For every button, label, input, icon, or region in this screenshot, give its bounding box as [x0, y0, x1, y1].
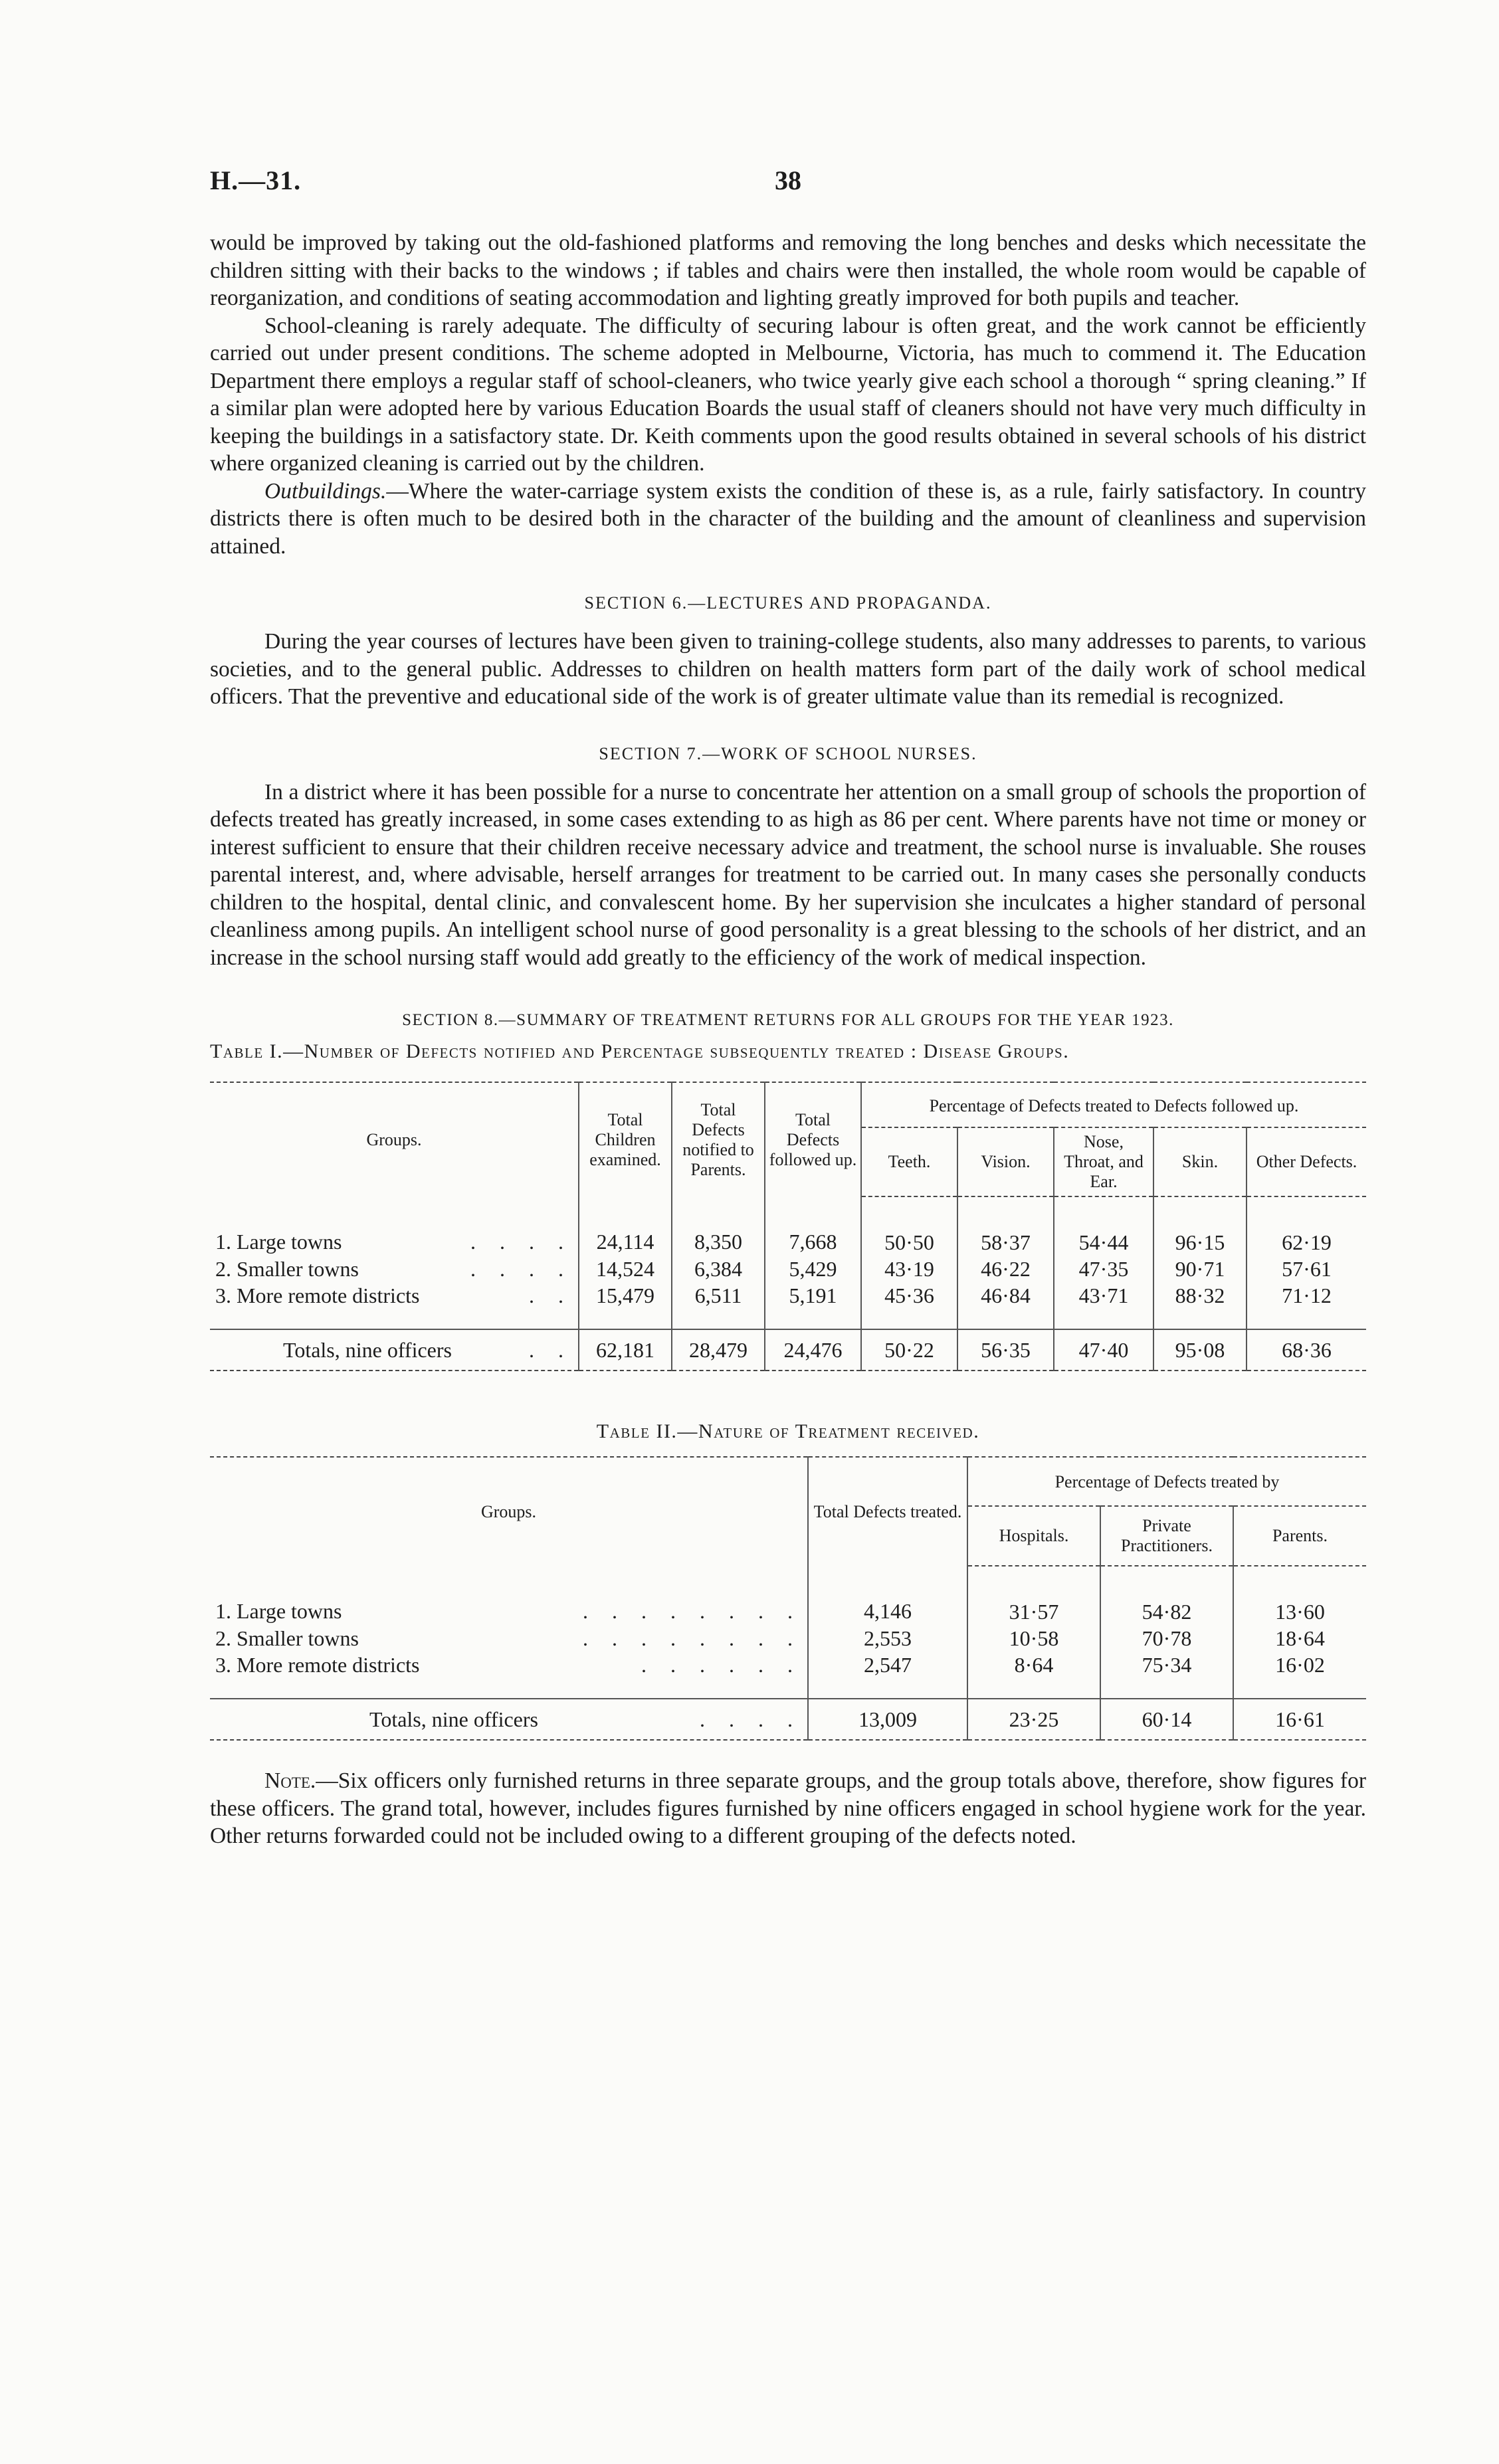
- t1-header-groups: Groups.: [366, 1129, 422, 1149]
- t2-header-treated: Total Defects treated.: [808, 1457, 967, 1566]
- t1-total-notified: 28,479: [672, 1329, 765, 1371]
- t2-header-hospitals: Hospitals.: [967, 1506, 1100, 1566]
- t1-total-dots: . .: [529, 1338, 573, 1362]
- t1-header-other: Other Defects.: [1247, 1127, 1366, 1196]
- t2-header-percentage: Percentage of Defects treated by: [967, 1457, 1366, 1506]
- outbuildings-lead: Outbuildings.: [264, 478, 387, 504]
- table-row: [210, 1196, 1366, 1256]
- t2-row2-group: 2. Smaller towns: [215, 1626, 359, 1650]
- note-lead: Note.: [264, 1768, 316, 1793]
- t2-row2-private: 70·78: [1100, 1625, 1233, 1652]
- t2-total-dots: . . . .: [700, 1707, 802, 1731]
- t1-total-group: Totals, nine officers: [283, 1338, 452, 1362]
- t1-row3-examined: 15,479: [579, 1282, 672, 1329]
- t1-row1-notified: 8,350: [672, 1196, 765, 1256]
- table-row: [210, 1625, 1366, 1652]
- t1-total-followed: 24,476: [765, 1329, 861, 1371]
- section-7-text: In a district where it has been possible for a nurse to concentrate her attention on a small group of schools the proportion of defects treated has greatly increased, in some cases extending to as high as 86 per cent. Where parents have not time or money or interest sufficient to ensure that their children receive necessary advice and treatment, the school nurse is invaluable. She rouses parental interest, and, where advisable, herself arranges for treatment to be carried out. In many cases she personally conducts children to the hospital, dental clinic, and convalescent home. By her supervision she inculcates a higher standard of personal cleanliness among pupils. An intelligent school nurse of good personality is a great blessing to the schools of her district, and an increase in the school nursing staff would add greatly to the efficiency of the work of medical inspection.: [210, 779, 1366, 970]
- paragraph-outbuildings: [210, 478, 1366, 561]
- t1-row3-vision: 46·84: [957, 1282, 1054, 1329]
- t2-row2-treated: 2,553: [808, 1625, 967, 1652]
- paragraph-continuation: would be improved by taking out the old-fashioned platforms and removing the long benches and desks which necessitate the children sitting with their backs to the windows ; if tables and chairs were then installed, the whole room would be capable of reorganization, and conditions of seating accommodation and lighting greatly improved for both pupils and teacher.: [210, 231, 1366, 310]
- t1-row3-notified: 6,511: [672, 1282, 765, 1329]
- t2-total-parents: 16·61: [1233, 1699, 1366, 1740]
- section-8-heading: SECTION 8.—SUMMARY OF TREATMENT RETURNS FOR ALL GROUPS FOR THE YEAR 1923.: [402, 1011, 1174, 1029]
- table-1-title: Table I.—Number of Defects notified and Percentage subsequently treated : Disease Groups.: [210, 1040, 1070, 1062]
- t2-row2-hospitals: 10·58: [967, 1625, 1100, 1652]
- t2-total-group: Totals, nine officers: [369, 1707, 538, 1731]
- t2-row1-hospitals: 31·57: [967, 1566, 1100, 1625]
- t2-row1-dots: . . . . . . . .: [583, 1599, 802, 1623]
- t1-row1-examined: 24,114: [579, 1196, 672, 1256]
- table-row: [210, 1566, 1366, 1625]
- t1-row1-group: 1. Large towns: [215, 1230, 342, 1254]
- t1-row3-group: 3. More remote districts: [215, 1283, 420, 1307]
- t1-row1-dots: . . . .: [470, 1230, 573, 1254]
- t1-header-followed: Total Defects followed up.: [765, 1082, 861, 1196]
- t1-header-nose: Nose, Throat, and Ear.: [1054, 1127, 1153, 1196]
- table-1-defects: [210, 1082, 1366, 1371]
- t2-row2-parents: 18·64: [1233, 1625, 1366, 1652]
- t2-total-private: 60·14: [1100, 1699, 1233, 1740]
- section-6-heading: SECTION 6.—LECTURES AND PROPAGANDA.: [584, 593, 992, 613]
- table-note: [210, 1767, 1366, 1850]
- t2-header-parents: Parents.: [1233, 1506, 1366, 1566]
- t1-row1-followed: 7,668: [765, 1196, 861, 1256]
- table-row: [210, 1256, 1366, 1282]
- page-number: 38: [775, 165, 801, 195]
- t1-header-vision: Vision.: [957, 1127, 1054, 1196]
- t1-row2-notified: 6,384: [672, 1256, 765, 1282]
- page-body: [210, 229, 1366, 1850]
- t1-row3-other: 71·12: [1247, 1282, 1366, 1329]
- t1-total-skin: 95·08: [1153, 1329, 1247, 1371]
- t1-total-vision: 56·35: [957, 1329, 1054, 1371]
- t1-total-other: 68·36: [1247, 1329, 1366, 1371]
- t1-header-notified: Total Defects notified to Parents.: [672, 1082, 765, 1196]
- t2-row3-parents: 16·02: [1233, 1652, 1366, 1699]
- table-row: [210, 1652, 1366, 1699]
- t1-row2-examined: 14,524: [579, 1256, 672, 1282]
- t2-total-treated: 13,009: [808, 1699, 967, 1740]
- t1-row1-nose: 54·44: [1054, 1196, 1153, 1256]
- t2-row3-private: 75·34: [1100, 1652, 1233, 1699]
- t1-row1-vision: 58·37: [957, 1196, 1054, 1256]
- t2-row1-treated: 4,146: [808, 1566, 967, 1625]
- t1-row3-teeth: 45·36: [861, 1282, 957, 1329]
- section-6-text: During the year courses of lectures have been given to training-college students, also many addresses to parents, to various societies, and to the general public. Addresses to children on health matters form part of the daily work of school medical officers. That the preventive and educational side of the work is of greater ultimate value than its remedial is recognized.: [210, 629, 1366, 709]
- t1-row2-followed: 5,429: [765, 1256, 861, 1282]
- t1-header-percentage: Percentage of Defects treated to Defects followed up.: [861, 1082, 1366, 1127]
- table-total-row: [210, 1699, 1366, 1740]
- t2-header-private: Private Practitioners.: [1100, 1506, 1233, 1566]
- note-text: —Six officers only furnished returns in three separate groups, and the group totals above, therefore, show figures for these officers. The grand total, however, includes figures furnished by nine officers engaged in school hygiene work for the year. Other returns forwarded could not be included owing to a different grouping of the defects noted.: [210, 1768, 1366, 1848]
- t1-total-teeth: 50·22: [861, 1329, 957, 1371]
- t1-row2-skin: 90·71: [1153, 1256, 1247, 1282]
- t2-row1-parents: 13·60: [1233, 1566, 1366, 1625]
- t1-row3-skin: 88·32: [1153, 1282, 1247, 1329]
- t1-row2-teeth: 43·19: [861, 1256, 957, 1282]
- paragraph-school-cleaning: School-cleaning is rarely adequate. The difficulty of securing labour is often great, and the work cannot be efficiently carried out under present conditions. The scheme adopted in Melbourne, Victoria, has much to commend it. The Education Department there employs a regular staff of school-cleaners, who twice yearly give each school a thorough “ spring cleaning.” If a similar plan were adopted here by various Education Boards the usual staff of cleaners should not have very much difficulty in keeping the buildings in a satisfactory state. Dr. Keith comments upon the good results obtained in several schools of his district where organized cleaning is carried out by the children.: [210, 313, 1366, 476]
- document-reference: H.—31.: [210, 165, 302, 195]
- t1-row3-followed: 5,191: [765, 1282, 861, 1329]
- t1-row2-nose: 47·35: [1054, 1256, 1153, 1282]
- t1-row2-vision: 46·22: [957, 1256, 1054, 1282]
- t1-row1-other: 62·19: [1247, 1196, 1366, 1256]
- page-header: [210, 165, 1366, 205]
- t2-row1-private: 54·82: [1100, 1566, 1233, 1625]
- t2-row2-dots: . . . . . . . .: [583, 1626, 802, 1650]
- table-2-title: Table II.—Nature of Treatment received.: [596, 1420, 980, 1442]
- t1-header-examined: Total Children examined.: [579, 1082, 672, 1196]
- t1-row3-nose: 43·71: [1054, 1282, 1153, 1329]
- t2-row3-group: 3. More remote districts: [215, 1653, 420, 1677]
- t1-header-teeth: Teeth.: [861, 1127, 957, 1196]
- t2-row3-hospitals: 8·64: [967, 1652, 1100, 1699]
- t1-row3-dots: . .: [529, 1283, 573, 1307]
- t1-total-nose: 47·40: [1054, 1329, 1153, 1371]
- t1-total-examined: 62,181: [579, 1329, 672, 1371]
- t2-row3-treated: 2,547: [808, 1652, 967, 1699]
- table-total-row: [210, 1329, 1366, 1371]
- t1-row1-skin: 96·15: [1153, 1196, 1247, 1256]
- t1-row2-group: 2. Smaller towns: [215, 1257, 359, 1281]
- t1-header-skin: Skin.: [1153, 1127, 1247, 1196]
- table-2-treatment: [210, 1456, 1366, 1741]
- t2-row1-group: 1. Large towns: [215, 1599, 342, 1623]
- t1-row1-teeth: 50·50: [861, 1196, 957, 1256]
- outbuildings-text: —Where the water-carriage system exists the condition of these is, as a rule, fairly satisfactory. In country districts there is often much to be desired both in the character of the building and the amount of cleanliness and supervision attained.: [210, 478, 1366, 559]
- t1-row2-other: 57·61: [1247, 1256, 1366, 1282]
- t1-row2-dots: . . . .: [470, 1257, 573, 1281]
- table-row: [210, 1282, 1366, 1329]
- t2-row3-dots: . . . . . .: [641, 1653, 802, 1677]
- t2-total-hospitals: 23·25: [967, 1699, 1100, 1740]
- section-7-heading: SECTION 7.—WORK OF SCHOOL NURSES.: [599, 743, 977, 763]
- t2-header-groups: Groups.: [480, 1501, 537, 1521]
